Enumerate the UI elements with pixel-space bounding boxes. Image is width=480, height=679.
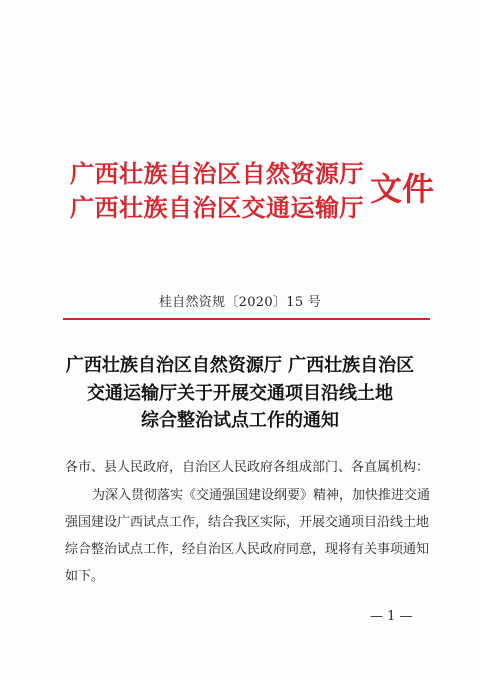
red-divider: [63, 318, 430, 320]
body-line: 综合整治试点工作，经自治区人民政府同意，现将有关事项通知: [65, 542, 430, 557]
body-line: 如下。: [65, 569, 105, 584]
issuer-line-1: 广西壮族自治区自然资源厅: [70, 159, 364, 188]
document-title-line-3: 综合整治试点工作的通知: [141, 410, 339, 431]
issuer-line-2: 广西壮族自治区交通运输厅: [70, 193, 364, 222]
body-line: 强国建设广西试点工作，结合我区实际，开展交通项目沿线土地: [65, 515, 430, 530]
document-title-line-2: 交通运输厅关于开展交通项目沿线土地: [87, 383, 393, 404]
document-title-line-1: 广西壮族自治区自然资源厅 广西壮族自治区: [65, 355, 415, 376]
document-number: 桂自然资规〔2020〕15 号: [158, 295, 322, 310]
salutation: 各市、县人民政府，自治区人民政府各组成部门、各直属机构：: [65, 460, 430, 475]
document-type-label: 文件: [370, 170, 435, 208]
page-number: — 1 —: [370, 609, 413, 624]
body-line: 为深入贯彻落实《交通强国建设纲要》精神，加快推进交通: [92, 488, 431, 503]
